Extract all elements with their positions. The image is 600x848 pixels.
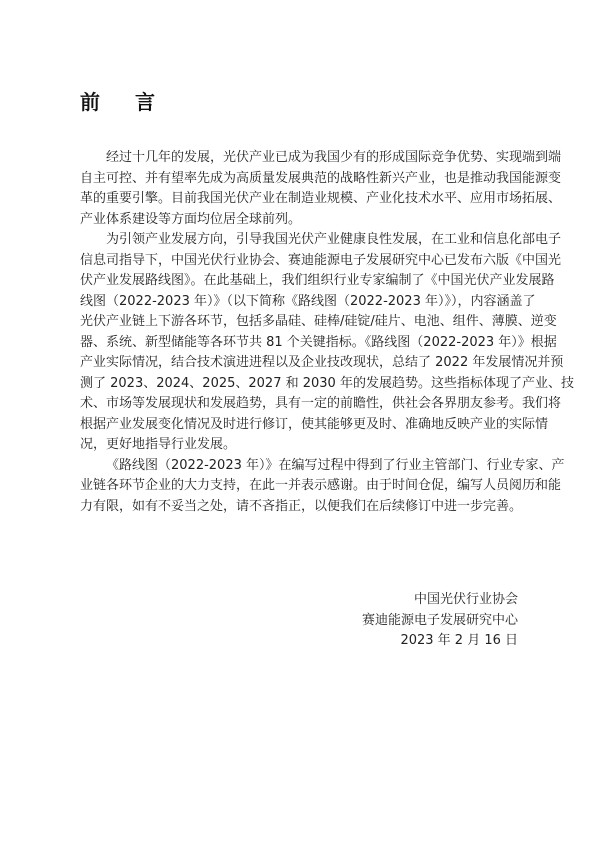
text-line: 力有限，如有不妥当之处，请不吝指正，以便我们在后续修订中进一步完善。: [80, 498, 523, 514]
text-line: 业链各环节企业的大力支持，在此一并表示感谢。由于时间仓促，编写人员阅历和能: [80, 478, 562, 493]
page-title: 前 言: [80, 90, 169, 114]
text-line: 根据产业发展变化情况及时进行修订，使其能够更及时、准确地反映产业的实际情: [80, 416, 549, 432]
text-line: 光伏产业链上下游各环节，包括多晶硅、硅棒/硅锭/硅片、电池、组件、薄膜、逆变: [80, 314, 557, 329]
signature-org-1: 中国光伏行业协会: [413, 592, 518, 607]
text-line: 术、市场等发展现状和发展趋势，具有一定的前瞻性，供社会各界朋友参考。我们将: [80, 396, 562, 411]
paragraph-3: [80, 456, 565, 518]
preface-body: [80, 148, 574, 517]
signature-org-2: 赛迪能源电子发展研究中心: [361, 612, 518, 628]
text-line: 况，更好地指导行业发展。: [80, 437, 237, 452]
text-line: 自主可控、并有望率先成为高质量发展典范的战略性新兴产业，也是推动我国能源变: [80, 170, 562, 186]
paragraph-2: [80, 230, 574, 456]
text-line: 革的重要引擎。目前我国光伏产业在制造业规模、产业化技术水平、应用市场拓展、: [80, 191, 562, 206]
signature-block: [362, 590, 518, 652]
text-line: 经过十几年的发展，光伏产业已成为我国少有的形成国际竞争优势、实现端到端: [106, 150, 562, 165]
text-line: 为引领产业发展方向，引导我国光伏产业健康良性发展，在工业和信息化部电子: [106, 232, 562, 247]
text-line: 信息司指导下，中国光伏行业协会、赛迪能源电子发展研究中心已发布六版《中国光: [80, 252, 562, 268]
signature-date: 2023 年 2 月 16 日: [400, 633, 518, 648]
paragraph-1: [80, 148, 562, 230]
text-line: 产业体系建设等方面均位居全球前列。: [80, 211, 302, 227]
text-line: 伏产业发展路线图》。在此基础上，我们组织行业专家编制了《中国光伏产业发展路: [80, 273, 555, 288]
text-line: 产业实际情况，结合技术演进进程以及企业技改现状，总结了 2022 年发展情况并预: [80, 355, 564, 370]
text-line: 器、系统、新型储能等各环节共 81 个关键指标。《路线图（2022-2023 年）》根据: [80, 334, 557, 350]
text-line: 测了 2023、2024、2025、2027 和 2030 年的发展趋势。这些指标体现了产业、技: [80, 375, 574, 391]
text-line: 线图（2022-2023 年）》（以下简称《路线图（2022-2023 年）》），内容涵盖了: [80, 293, 536, 309]
text-line: 《路线图（2022-2023 年）》在编写过程中得到了行业主管部门、行业专家、产: [106, 457, 565, 473]
